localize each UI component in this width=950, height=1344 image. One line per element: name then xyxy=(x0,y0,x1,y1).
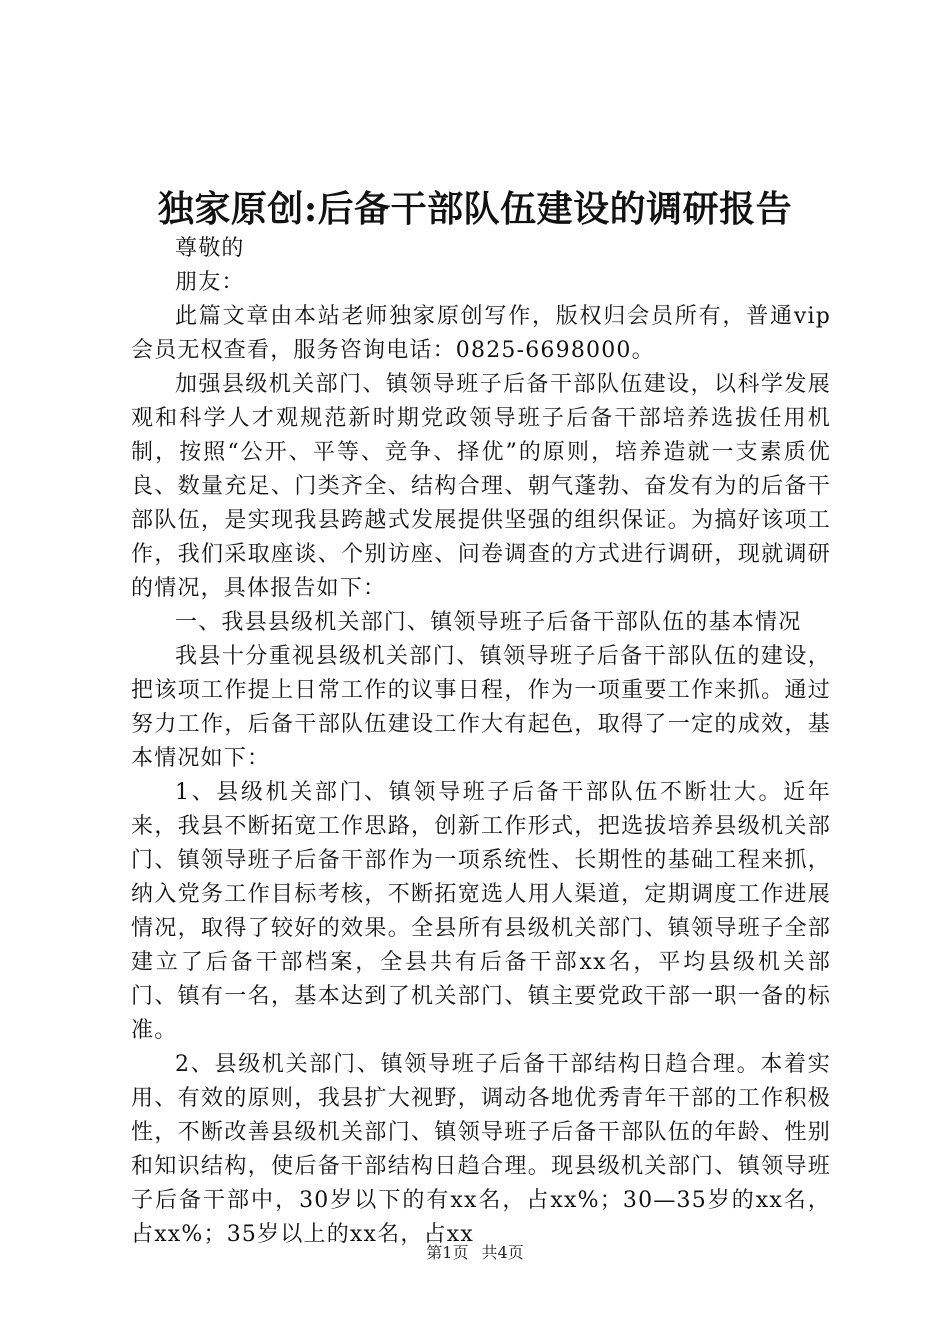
page-number-current: 第1页 xyxy=(426,1243,469,1262)
page-number-total: 共4页 xyxy=(481,1243,524,1262)
paragraph-copyright-notice: 此篇文章由本站老师独家原创写作，版权归会员所有，普通vip会员无权查看，服务咨询电话：0825-6698000。 xyxy=(131,304,831,363)
paragraph-item-1: 1、县级机关部门、镇领导班子后备干部队伍不断壮大。近年来，我县不断拓宽工作思路，创新工作形式，把选拔培养县级机关部门、镇领导班子后备干部作为一项系统性、长期性的基础工程来抓，纳入党务工作目标考核，不断拓宽选人用人渠道，定期调度工作进展情况，取得了较好的效果。全县所有县级机关部门、镇领导班子全部建立了后备干部档案，全县共有后备干部xx名，平均县级机关部门、镇有一名，基本达到了机关部门、镇主要党政干部一职一备的标准。 xyxy=(131,780,831,1043)
salutation-line: 朋友： xyxy=(175,270,245,295)
document-body xyxy=(131,232,831,1252)
section-heading: 一、我县县级机关部门、镇领导班子后备干部队伍的基本情况 xyxy=(175,610,802,635)
salutation-line: 尊敬的 xyxy=(175,236,245,261)
document-title: 独家原创:后备干部队伍建设的调研报告 xyxy=(157,188,793,230)
paragraph-introduction: 加强县级机关部门、镇领导班子后备干部队伍建设，以科学发展观和科学人才观规范新时期党政领导班子后备干部培养选拔任用机制，按照“公开、平等、竞争、择优”的原则，培养造就一支素质优良、数量充足、门类齐全、结构合理、朝气蓬勃、奋发有为的后备干部队伍，是实现我县跨越式发展提供坚强的组织保证。为搞好该项工作，我们采取座谈、个别访座、问卷调查的方式进行调研，现就调研的情况，具体报告如下： xyxy=(131,372,831,601)
paragraph-item-2: 2、县级机关部门、镇领导班子后备干部结构日趋合理。本着实用、有效的原则，我县扩大视野，调动各地优秀青年干部的工作积极性，不断改善县级机关部门、镇领导班子后备干部队伍的年龄、性别和知识结构，使后备干部结构日趋合理。现县级机关部门、镇领导班子后备干部中，30岁以下的有xx名，占xx%；30—35岁的xx名，占xx%；35岁以上的xx名，占xx xyxy=(131,1052,831,1247)
page-footer xyxy=(0,1242,950,1264)
paragraph-overview: 我县十分重视县级机关部门、镇领导班子后备干部队伍的建设，把该项工作提上日常工作的议事日程，作为一项重要工作来抓。通过努力工作，后备干部队伍建设工作大有起色，取得了一定的成效，基本情况如下： xyxy=(131,644,831,771)
